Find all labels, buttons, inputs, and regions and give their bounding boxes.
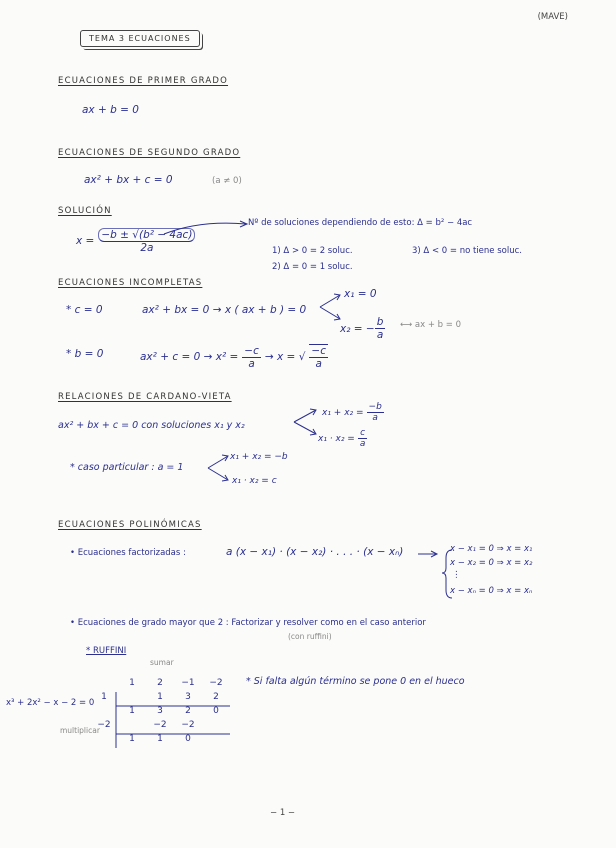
factorizadas-equation: a (x − x₁) · (x − x₂) · . . . · (x − xₙ) [226, 546, 404, 558]
quadratic-denominator: 2a [140, 242, 154, 254]
c-zero-equivalence: ⟷ ax + b = 0 [400, 320, 461, 330]
ruffini-cell: 1 [129, 706, 135, 716]
mayor-que-2-note: (con ruffini) [288, 632, 332, 641]
c-zero-sol2-den: a [376, 329, 384, 341]
quadratic-numerator: −b ± √(b² − 4ac) [98, 228, 195, 242]
c-zero-sol2-lhs: x₂ = − [340, 322, 375, 335]
missing-term-note: * Si falta algún término se pone 0 en el hueco [246, 676, 465, 687]
heading-primer-grado: ECUACIONES DE PRIMER GRADO [58, 76, 229, 86]
ruffini-cell: 2 [185, 706, 191, 716]
heading-cardano-vieta: RELACIONES DE CARDANO-VIETA [58, 392, 232, 402]
b-zero-num: −c [244, 344, 259, 357]
case-3: 3) Δ < 0 = no tiene soluc. [412, 246, 522, 256]
c-zero-solution-2 [340, 316, 385, 341]
discriminant-note: Nº de soluciones dependiendo de esto: Δ = b² − 4ac [248, 218, 473, 228]
discriminant-arrow [160, 218, 250, 238]
heading-polinomicas: ECUACIONES POLINÓMICAS [58, 520, 202, 530]
ruffini-cell: 2 [157, 678, 163, 688]
system-row-n: x − xₙ = 0 ⇒ x = xₙ [450, 586, 533, 596]
special-sum: x₁ + x₂ = −b [230, 452, 288, 462]
ruffini-cell: 1 [129, 734, 135, 744]
author-tag: (MAVE) [537, 12, 568, 22]
ruffini-cell: 1 [157, 734, 163, 744]
b-zero-arrow-text: → x = √ [264, 351, 306, 363]
x-equals: x = [76, 235, 95, 247]
heading-solucion: SOLUCIÓN [58, 206, 112, 216]
heading-segundo-grado: ECUACIONES DE SEGUNDO GRADO [58, 148, 241, 158]
b-zero-equation [140, 344, 328, 370]
c-zero-label: * c = 0 [66, 304, 103, 316]
cardano-sum [322, 402, 384, 423]
case-2: 2) Δ = 0 = 1 soluc. [272, 262, 353, 272]
special-product: x₁ · x₂ = c [232, 476, 277, 486]
cardano-prod-den: a [359, 439, 366, 449]
system-dots: ⋮ [452, 570, 461, 580]
ruffini-equation: x³ + 2x² − x − 2 = 0 [6, 698, 95, 708]
cardano-sum-den: a [372, 413, 378, 423]
special-branch-arrows [206, 450, 232, 486]
cardano-sum-num: −b [368, 402, 382, 412]
b-zero-den: a [248, 357, 255, 370]
cardano-prod-num: c [360, 428, 366, 438]
b-zero-label: * b = 0 [66, 348, 104, 360]
cardano-special-case: * caso particular : a = 1 [70, 462, 184, 473]
cardano-branch-arrows [292, 404, 320, 440]
c-zero-equation: ax² + bx = 0 → x ( ax + b ) = 0 [142, 304, 307, 316]
formula-segundo-grado: ax² + bx + c = 0 [84, 174, 173, 186]
cardano-prod-lhs: x₁ · x₂ = [318, 433, 355, 444]
condition-a-not-zero: (a ≠ 0) [212, 176, 242, 186]
c-zero-sol2-num: b [376, 316, 384, 328]
heading-incompletas: ECUACIONES INCOMPLETAS [58, 278, 203, 288]
ruffini-sumar-label: sumar [150, 658, 174, 667]
ruffini-cell: 3 [157, 706, 163, 716]
ruffini-multiplicar-label: multiplicar [60, 726, 100, 735]
page-title: TEMA 3 ECUACIONES [80, 30, 200, 47]
ruffini-cell: 0 [213, 706, 219, 716]
ruffini-cell: −2 [209, 678, 223, 688]
ruffini-cell: −2 [97, 720, 111, 730]
ruffini-cell: 3 [185, 692, 191, 702]
cardano-equation: ax² + bx + c = 0 con soluciones x₁ y x₂ [58, 420, 245, 431]
factorizadas-label: • Ecuaciones factorizadas : [70, 548, 186, 558]
ruffini-cell: −2 [153, 720, 167, 730]
ruffini-cell: −1 [181, 678, 195, 688]
ruffini-cell: −2 [181, 720, 195, 730]
b-zero-root-den: a [315, 358, 322, 370]
system-row-2: x − x₂ = 0 ⇒ x = x₂ [450, 558, 533, 568]
mayor-que-2-label: • Ecuaciones de grado mayor que 2 : Factorizar y resolver como en el caso anterior [70, 618, 426, 628]
c-zero-solution-1: x₁ = 0 [344, 288, 377, 300]
ruffini-cell: 0 [185, 734, 191, 744]
system-row-1: x − x₁ = 0 ⇒ x = x₁ [450, 544, 533, 554]
cardano-product [318, 428, 367, 449]
ruffini-cell: 1 [129, 678, 135, 688]
ruffini-cell: 1 [157, 692, 163, 702]
ruffini-cell: 2 [213, 692, 219, 702]
b-zero-root-num: −c [311, 345, 326, 357]
ruffini-cell: 1 [101, 692, 107, 702]
formula-primer-grado: ax + b = 0 [82, 104, 139, 116]
cardano-sum-lhs: x₁ + x₂ = [322, 407, 364, 418]
case-1: 1) Δ > 0 = 2 soluc. [272, 246, 353, 256]
ruffini-lines [90, 676, 240, 748]
ruffini-table-wrap [90, 676, 230, 746]
ruffini-label: * RUFFINI [86, 646, 127, 656]
page-number: − 1 − [270, 808, 296, 818]
b-zero-eq-text: ax² + c = 0 → x² = [140, 351, 239, 363]
